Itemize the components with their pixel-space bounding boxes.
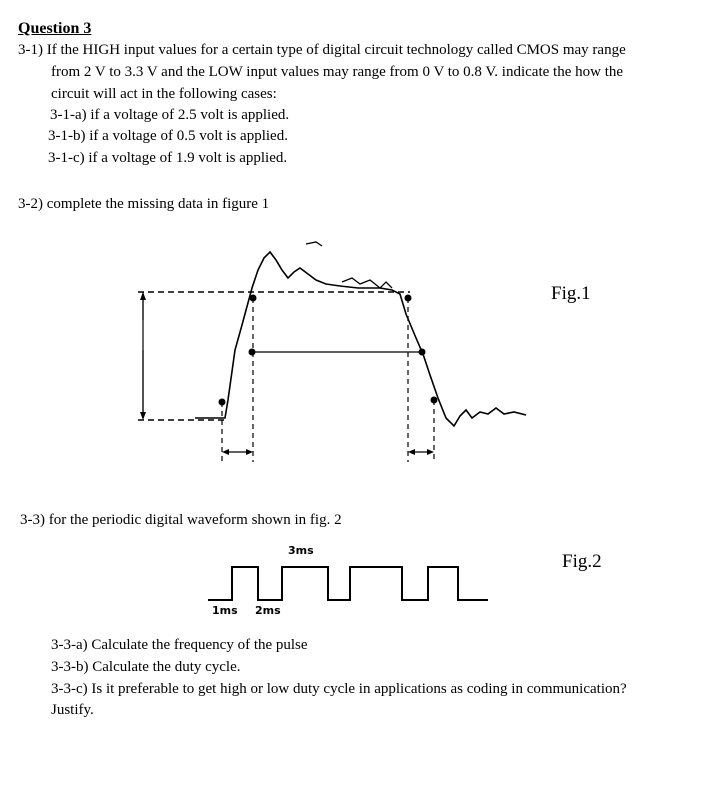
- q1b: 3-1-b) if a voltage of 0.5 volt is applied.: [48, 128, 288, 144]
- fig2-high-label: 2ms: [255, 604, 281, 617]
- q1c: 3-1-c) if a voltage of 1.9 volt is applied.: [48, 150, 288, 166]
- q1-line1: 3-1) If the HIGH input values for a certain type of digital circuit technology called CMOS may range: [18, 42, 626, 58]
- q1-line2: from 2 V to 3.3 V and the LOW input values may range from 0 V to 0.8 V. indicate the how the: [51, 64, 624, 80]
- q3a: 3-3-a) Calculate the frequency of the pulse: [51, 637, 308, 653]
- fig1-dot: [249, 349, 256, 356]
- q2: 3-2) complete the missing data in figure 1: [18, 196, 270, 212]
- q1a: 3-1-a) if a voltage of 2.5 volt is applied.: [50, 107, 290, 123]
- q3c-line1: 3-3-c) Is it preferable to get high or low duty cycle in applications as coding in communication?: [51, 681, 627, 697]
- fig1-label: Fig.1: [551, 283, 591, 304]
- q3: 3-3) for the periodic digital waveform shown in fig. 2: [20, 512, 342, 528]
- fig2-period-label: 3ms: [288, 544, 314, 557]
- fig2-label: Fig.2: [562, 551, 602, 572]
- q3c-line2: Justify.: [51, 702, 94, 718]
- q1-line3: circuit will act in the following cases:: [51, 86, 277, 102]
- question-title: Question 3: [18, 20, 92, 37]
- fig2-low-label: 1ms: [212, 604, 238, 617]
- fig2-waveform: [200, 555, 500, 605]
- fig1-waveform: [195, 252, 526, 426]
- fig1-diagram: [130, 230, 550, 470]
- fig1-dot: [419, 349, 426, 356]
- q3b: 3-3-b) Calculate the duty cycle.: [51, 659, 241, 675]
